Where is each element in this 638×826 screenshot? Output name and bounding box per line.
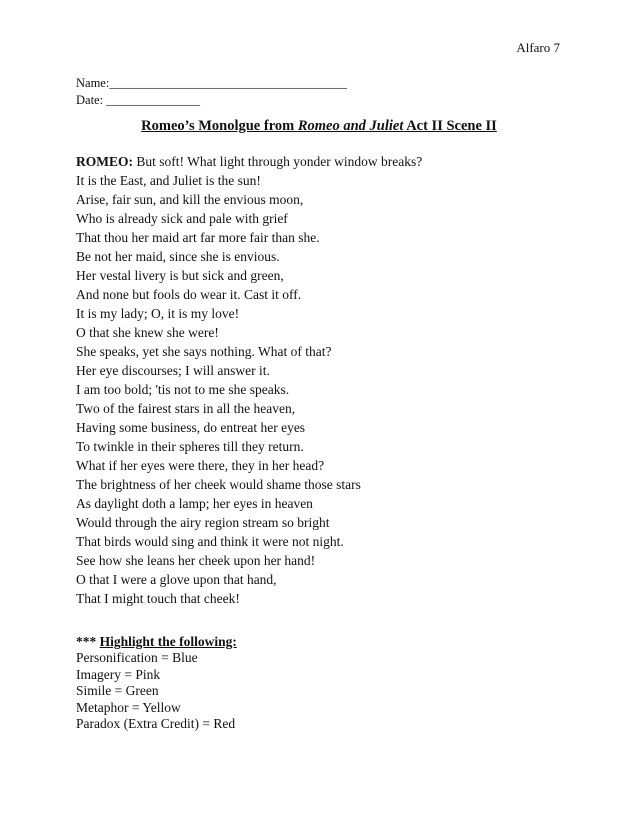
monologue-line: And none but fools do wear it. Cast it off. <box>76 287 302 302</box>
title-suffix: Act II Scene II <box>403 118 497 134</box>
monologue-line: O that I were a glove upon that hand, <box>76 572 277 587</box>
instruction-item: Imagery = Pink <box>76 666 161 682</box>
monologue-line: Be not her maid, since she is envious. <box>76 249 280 264</box>
monologue-line: Her eye discourses; I will answer it. <box>76 363 270 378</box>
instruction-item: Personification = Blue <box>76 650 198 666</box>
monologue-line: It is my lady; O, it is my love! <box>76 306 240 321</box>
monologue-line: As daylight doth a lamp; her eyes in heaven <box>76 496 313 511</box>
monologue-line: Two of the fairest stars in all the heaven, <box>76 401 296 416</box>
monologue-line: That thou her maid art far more fair than she. <box>76 230 320 245</box>
instruction-item: Simile = Green <box>76 683 159 699</box>
monologue-line: I am too bold; 'tis not to me she speaks. <box>76 382 290 397</box>
instructions-heading <box>76 634 576 650</box>
speaker-label: ROMEO: <box>76 154 133 169</box>
monologue-line: That birds would sing and think it were not night. <box>76 534 344 549</box>
page-header-author-page: Alfaro 7 <box>516 40 560 55</box>
title-work: Romeo and Juliet <box>297 118 404 134</box>
date-field-line: Date: _______________ <box>76 93 200 107</box>
monologue-line: That I might touch that cheek! <box>76 591 240 606</box>
monologue-first-line <box>76 152 576 171</box>
monologue-line: But soft! What light through yonder window breaks? <box>133 154 423 169</box>
instructions-heading-text: Highlight the following: <box>99 634 237 649</box>
monologue-line: Having some business, do entreat her eyes <box>76 420 306 435</box>
instruction-item: Metaphor = Yellow <box>76 699 181 715</box>
title-prefix: Romeo’s Monolgue from <box>141 118 298 134</box>
highlight-instructions <box>76 634 576 732</box>
monologue-line: She speaks, yet she says nothing. What of that? <box>76 344 332 359</box>
monologue-line: Her vestal livery is but sick and green, <box>76 268 284 283</box>
monologue-line: Arise, fair sun, and kill the envious moon, <box>76 192 304 207</box>
monologue-line: Would through the airy region stream so bright <box>76 515 330 530</box>
instructions-stars: *** <box>76 634 100 649</box>
monologue-line: What if her eyes were there, they in her head? <box>76 458 325 473</box>
monologue-line: Who is already sick and pale with grief <box>76 211 288 226</box>
name-field-line: Name:______________________________________ <box>76 76 347 90</box>
monologue-line: The brightness of her cheek would shame those stars <box>76 477 361 492</box>
monologue-line: O that she knew she were! <box>76 325 219 340</box>
monologue-line: To twinkle in their spheres till they return. <box>76 439 304 454</box>
instruction-item: Paradox (Extra Credit) = Red <box>76 716 236 732</box>
page-title <box>0 118 638 135</box>
monologue-line: See how she leans her cheek upon her hand! <box>76 553 316 568</box>
monologue-text <box>76 152 576 608</box>
monologue-line: It is the East, and Juliet is the sun! <box>76 173 261 188</box>
